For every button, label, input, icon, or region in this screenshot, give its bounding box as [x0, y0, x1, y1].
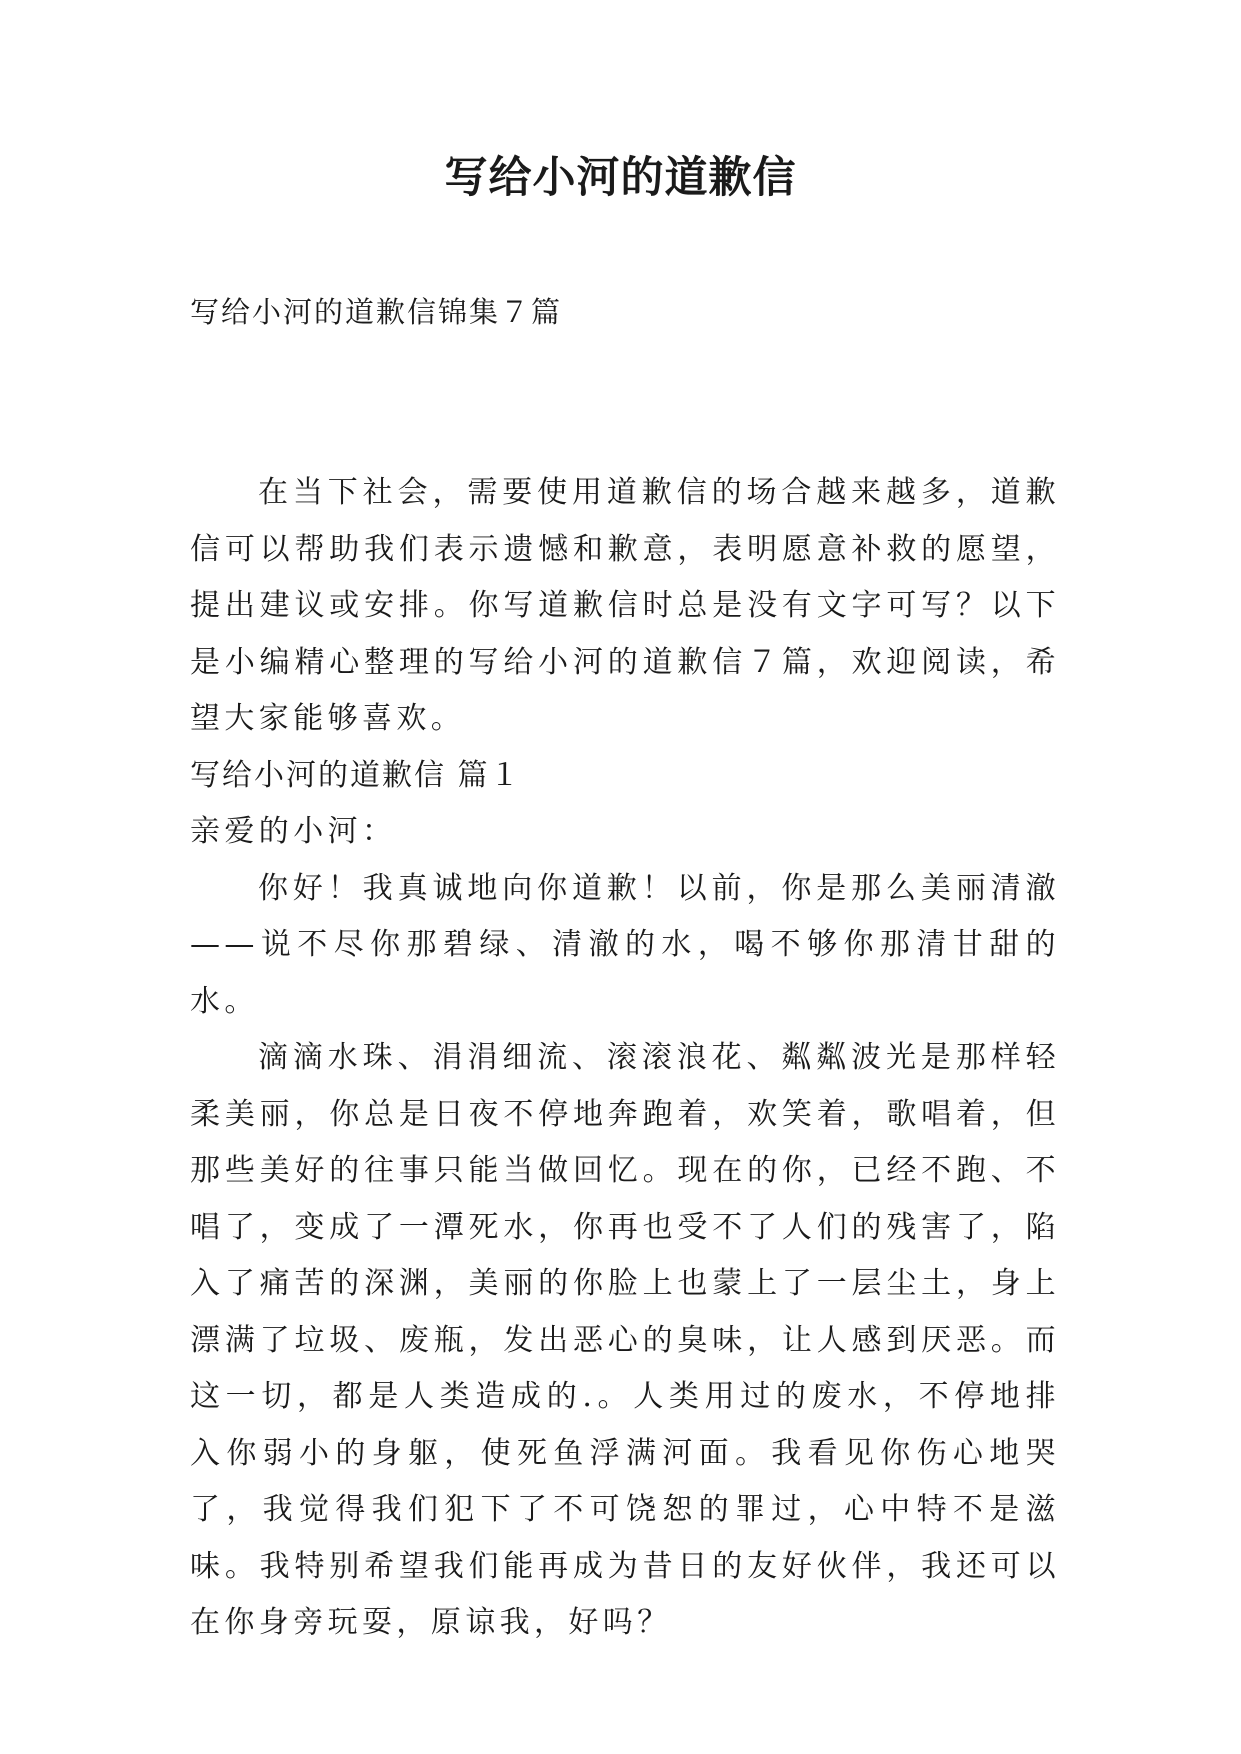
document-body	[190, 465, 1060, 1652]
document-subtitle: 写给小河的道歉信锦集７篇	[190, 295, 563, 329]
section-heading: 写给小河的道歉信 篇１	[190, 757, 522, 793]
body-paragraph-1: 你好！我真诚地向你道歉！以前，你是那么美丽清澈——说不尽你那碧绿、清澈的水，喝不够你那清甘甜的水。	[190, 870, 1060, 1019]
body-paragraph-2: 滴滴水珠、涓涓细流、滚滚浪花、粼粼波光是那样轻柔美丽，你总是日夜不停地奔跑着，欢笑着，歌唱着，但那些美好的往事只能当做回忆。现在的你，已经不跑、不唱了，变成了一潭死水，你再也受不了人们的残害了，陷入了痛苦的深渊，美丽的你脸上也蒙上了一层尘土，身上漂满了垃圾、废瓶，发出恶心的臭味，让人感到厌恶。而这一切，都是人类造成的.。人类用过的废水，不停地排入你弱小的身躯，使死鱼浮满河面。我看见你伤心地哭了，我觉得我们犯下了不可饶恕的罪过，心中特不是滋味。我特别希望我们能再成为昔日的友好伙伴，我还可以在你身旁玩耍，原谅我，好吗？	[190, 1040, 1060, 1640]
document-title: 写给小河的道歉信	[444, 153, 797, 203]
salutation: 亲爱的小河：	[190, 814, 397, 849]
intro-paragraph: 在当下社会，需要使用道歉信的场合越来越多，道歉信可以帮助我们表示遗憾和歉意，表明愿意补救的愿望，提出建议或安排。你写道歉信时总是没有文字可写？以下是小编精心整理的写给小河的道歉信７篇，欢迎阅读，希望大家能够喜欢。	[190, 475, 1060, 736]
